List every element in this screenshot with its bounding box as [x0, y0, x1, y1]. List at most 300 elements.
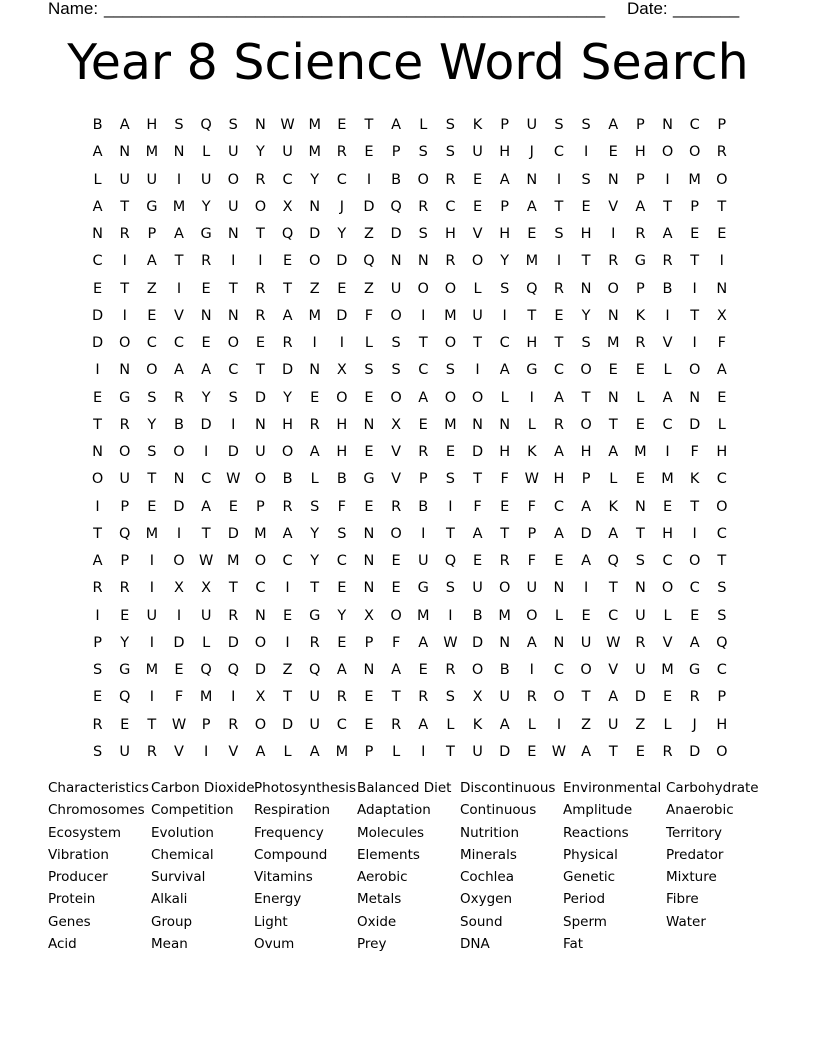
grid-letter[interactable]: P — [500, 198, 510, 215]
grid-letter[interactable]: H — [336, 444, 348, 460]
grid-letter[interactable]: I — [203, 743, 209, 760]
grid-letter[interactable]: T — [418, 335, 428, 351]
grid-letter[interactable]: I — [421, 743, 426, 760]
grid-letter[interactable]: I — [692, 525, 697, 542]
grid-letter[interactable]: R — [119, 580, 130, 597]
grid-letter[interactable]: Q — [200, 117, 212, 133]
grid-letter[interactable]: P — [364, 743, 374, 760]
grid-letter[interactable]: R — [608, 253, 619, 270]
grid-letter[interactable]: S — [228, 117, 238, 133]
grid-letter[interactable]: M — [172, 198, 186, 215]
grid-letter[interactable]: V — [174, 307, 184, 324]
grid-letter[interactable]: O — [254, 471, 267, 488]
grid-letter[interactable]: B — [92, 117, 103, 133]
grid-letter[interactable]: I — [285, 634, 290, 651]
grid-letter[interactable]: R — [255, 171, 266, 188]
grid-letter[interactable]: E — [255, 335, 265, 351]
grid-letter[interactable]: R — [418, 444, 429, 460]
grid-letter[interactable]: Y — [310, 525, 320, 542]
grid-letter[interactable]: O — [716, 743, 728, 760]
grid-letter[interactable]: E — [364, 389, 374, 406]
grid-letter[interactable]: E — [527, 743, 537, 760]
grid-letter[interactable]: T — [228, 580, 238, 597]
grid-letter[interactable]: N — [173, 471, 185, 488]
grid-letter[interactable]: H — [662, 525, 673, 542]
grid-letter[interactable]: T — [445, 525, 455, 542]
grid-letter[interactable]: E — [690, 226, 700, 242]
grid-letter[interactable]: R — [418, 198, 429, 215]
grid-letter[interactable]: M — [661, 662, 674, 678]
grid-letter[interactable]: T — [201, 525, 211, 542]
grid-letter[interactable]: A — [689, 634, 700, 651]
grid-letter[interactable]: K — [689, 471, 700, 488]
grid-letter[interactable]: R — [635, 634, 646, 651]
grid-letter[interactable]: C — [228, 362, 239, 379]
grid-letter[interactable]: K — [635, 307, 646, 324]
grid-letter[interactable]: E — [554, 553, 564, 569]
grid-letter[interactable]: D — [390, 226, 402, 242]
grid-letter[interactable]: E — [527, 226, 537, 242]
grid-letter[interactable]: Q — [444, 553, 457, 569]
grid-letter[interactable]: I — [448, 607, 453, 624]
grid-letter[interactable]: X — [282, 198, 293, 215]
grid-letter[interactable]: D — [580, 525, 592, 542]
grid-letter[interactable]: A — [608, 525, 619, 542]
grid-letter[interactable]: M — [308, 117, 321, 133]
grid-letter[interactable]: F — [174, 689, 184, 706]
grid-letter[interactable]: S — [445, 471, 455, 488]
grid-letter[interactable]: O — [580, 362, 592, 379]
grid-letter[interactable]: M — [498, 607, 511, 624]
grid-letter[interactable]: E — [472, 171, 483, 188]
grid-letter[interactable]: E — [174, 662, 184, 678]
grid-letter[interactable]: S — [581, 117, 591, 133]
grid-letter[interactable]: V — [472, 226, 483, 242]
grid-letter[interactable]: O — [417, 280, 429, 297]
grid-letter[interactable]: D — [281, 362, 294, 379]
grid-letter[interactable]: D — [91, 335, 104, 351]
grid-letter[interactable]: I — [149, 634, 154, 651]
grid-letter[interactable]: O — [308, 253, 321, 270]
grid-letter[interactable]: U — [282, 144, 293, 161]
name-blank-line[interactable]: _____________________________________________________ — [104, 0, 606, 18]
grid-letter[interactable]: C — [662, 553, 673, 569]
grid-letter[interactable]: S — [92, 662, 103, 678]
grid-letter[interactable]: U — [146, 171, 158, 188]
grid-letter[interactable]: M — [308, 144, 321, 161]
grid-letter[interactable]: S — [445, 580, 455, 597]
grid-letter[interactable]: N — [390, 253, 402, 270]
grid-letter[interactable]: T — [93, 416, 102, 433]
grid-letter[interactable]: E — [201, 335, 211, 351]
grid-letter[interactable]: E — [717, 226, 727, 242]
grid-letter[interactable]: A — [581, 498, 592, 515]
grid-letter[interactable]: T — [283, 689, 292, 706]
grid-letter[interactable]: L — [473, 280, 482, 297]
grid-letter[interactable]: Y — [500, 253, 510, 270]
grid-letter[interactable]: N — [607, 389, 619, 406]
grid-letter[interactable]: A — [581, 553, 592, 569]
grid-letter[interactable]: Q — [363, 253, 375, 270]
grid-letter[interactable]: P — [690, 198, 700, 215]
grid-letter[interactable]: A — [635, 198, 646, 215]
grid-letter[interactable]: D — [254, 662, 266, 678]
grid-letter[interactable]: E — [472, 198, 483, 215]
grid-letter[interactable]: T — [445, 743, 455, 760]
grid-letter[interactable]: Z — [309, 280, 320, 297]
grid-letter[interactable]: A — [309, 743, 320, 760]
grid-letter[interactable]: O — [390, 525, 402, 542]
grid-letter[interactable]: I — [122, 307, 127, 324]
grid-letter[interactable]: E — [92, 389, 103, 406]
grid-letter[interactable]: Z — [364, 280, 374, 297]
grid-letter[interactable]: N — [499, 416, 511, 433]
grid-letter[interactable]: I — [149, 689, 154, 706]
grid-letter[interactable]: E — [608, 362, 618, 379]
grid-letter[interactable]: B — [391, 171, 402, 188]
grid-letter[interactable]: R — [526, 689, 537, 706]
grid-letter[interactable]: T — [120, 280, 130, 297]
grid-letter[interactable]: Q — [390, 198, 402, 215]
grid-letter[interactable]: I — [583, 580, 589, 597]
grid-letter[interactable]: N — [634, 498, 646, 515]
grid-letter[interactable]: A — [608, 117, 619, 133]
grid-letter[interactable]: P — [256, 498, 265, 515]
grid-letter[interactable]: I — [122, 253, 127, 270]
grid-letter[interactable]: H — [716, 716, 728, 733]
grid-letter[interactable]: S — [554, 226, 564, 242]
grid-letter[interactable]: T — [554, 198, 564, 215]
grid-letter[interactable]: D — [309, 226, 321, 242]
grid-letter[interactable]: M — [634, 444, 647, 460]
grid-letter[interactable]: N — [363, 580, 375, 597]
grid-letter[interactable]: H — [580, 444, 592, 460]
grid-letter[interactable]: C — [146, 335, 157, 351]
grid-letter[interactable]: N — [200, 307, 212, 324]
grid-letter[interactable]: I — [529, 389, 534, 406]
grid-letter[interactable]: F — [391, 634, 401, 651]
grid-letter[interactable]: N — [119, 362, 131, 379]
grid-letter[interactable]: S — [364, 362, 374, 379]
grid-letter[interactable]: Y — [581, 307, 591, 324]
grid-letter[interactable]: S — [717, 580, 727, 597]
grid-letter[interactable]: L — [500, 389, 509, 406]
grid-letter[interactable]: R — [309, 416, 320, 433]
grid-letter[interactable]: S — [418, 226, 428, 242]
grid-letter[interactable]: O — [119, 444, 131, 460]
grid-letter[interactable]: R — [119, 416, 130, 433]
grid-letter[interactable]: E — [717, 389, 727, 406]
grid-letter[interactable]: V — [391, 471, 402, 488]
grid-letter[interactable]: O — [390, 307, 402, 324]
grid-letter[interactable]: S — [147, 444, 157, 460]
grid-letter[interactable]: P — [120, 553, 130, 569]
grid-letter[interactable]: T — [608, 416, 618, 433]
grid-letter[interactable]: O — [553, 689, 565, 706]
grid-letter[interactable]: P — [581, 471, 591, 488]
grid-letter[interactable]: T — [581, 389, 591, 406]
grid-letter[interactable]: C — [255, 580, 266, 597]
grid-letter[interactable]: U — [255, 444, 266, 460]
grid-letter[interactable]: U — [200, 171, 212, 188]
grid-letter[interactable]: E — [418, 662, 428, 678]
grid-letter[interactable]: G — [309, 607, 321, 624]
grid-letter[interactable]: O — [254, 716, 267, 733]
grid-letter[interactable]: S — [717, 607, 727, 624]
grid-letter[interactable]: A — [472, 525, 483, 542]
letter-grid[interactable] — [84, 112, 736, 766]
grid-letter[interactable]: A — [418, 634, 429, 651]
grid-letter[interactable]: N — [417, 253, 429, 270]
grid-letter[interactable]: E — [500, 498, 510, 515]
grid-letter[interactable]: X — [472, 689, 483, 706]
grid-letter[interactable]: I — [448, 498, 453, 515]
grid-letter[interactable]: I — [421, 307, 426, 324]
grid-letter[interactable]: R — [445, 662, 456, 678]
grid-letter[interactable]: S — [147, 389, 157, 406]
date-blank-line[interactable]: _______ — [673, 0, 740, 18]
grid-letter[interactable]: O — [336, 389, 348, 406]
grid-letter[interactable]: T — [310, 580, 320, 597]
grid-letter[interactable]: Z — [146, 280, 157, 297]
grid-letter[interactable]: H — [499, 444, 511, 460]
grid-letter[interactable]: X — [174, 580, 184, 597]
grid-letter[interactable]: A — [554, 444, 564, 460]
grid-letter[interactable]: E — [635, 743, 645, 760]
grid-letter[interactable]: N — [689, 389, 701, 406]
grid-letter[interactable]: Q — [716, 634, 728, 651]
grid-letter[interactable]: N — [363, 553, 375, 569]
grid-letter[interactable]: E — [472, 553, 483, 569]
grid-letter[interactable]: T — [93, 525, 102, 542]
grid-letter[interactable]: U — [472, 144, 483, 161]
grid-letter[interactable]: S — [310, 498, 320, 515]
grid-letter[interactable]: O — [688, 362, 701, 379]
grid-letter[interactable]: S — [581, 171, 591, 188]
grid-letter[interactable]: N — [553, 580, 565, 597]
grid-letter[interactable]: I — [231, 689, 236, 706]
grid-letter[interactable]: P — [636, 171, 645, 188]
grid-letter[interactable]: N — [607, 307, 619, 324]
grid-letter[interactable]: E — [364, 444, 374, 460]
grid-letter[interactable]: O — [444, 389, 457, 406]
grid-letter[interactable]: I — [176, 171, 182, 188]
grid-letter[interactable]: D — [227, 634, 239, 651]
grid-letter[interactable]: B — [472, 607, 483, 624]
grid-letter[interactable]: U — [309, 716, 320, 733]
grid-letter[interactable]: S — [174, 117, 184, 133]
grid-letter[interactable]: T — [147, 471, 157, 488]
grid-letter[interactable]: L — [527, 716, 536, 733]
grid-letter[interactable]: W — [171, 716, 187, 733]
grid-letter[interactable]: G — [119, 662, 131, 678]
grid-letter[interactable]: U — [119, 171, 131, 188]
grid-letter[interactable]: D — [689, 743, 701, 760]
grid-letter[interactable]: O — [471, 389, 484, 406]
grid-letter[interactable]: N — [363, 525, 375, 542]
grid-letter[interactable]: O — [661, 580, 674, 597]
grid-letter[interactable]: Q — [308, 662, 321, 678]
grid-letter[interactable]: T — [527, 307, 537, 324]
grid-letter[interactable]: D — [227, 525, 239, 542]
grid-letter[interactable]: H — [282, 416, 293, 433]
grid-letter[interactable]: I — [203, 444, 209, 460]
grid-letter[interactable]: I — [285, 580, 290, 597]
grid-letter[interactable]: D — [91, 307, 104, 324]
grid-letter[interactable]: N — [254, 117, 266, 133]
grid-letter[interactable]: O — [580, 662, 592, 678]
grid-letter[interactable]: C — [336, 171, 347, 188]
grid-letter[interactable]: O — [444, 280, 457, 297]
grid-letter[interactable]: H — [499, 226, 511, 242]
grid-letter[interactable]: J — [339, 198, 344, 215]
grid-letter[interactable]: E — [662, 498, 673, 515]
grid-letter[interactable]: N — [580, 280, 592, 297]
grid-letter[interactable]: E — [282, 607, 293, 624]
grid-letter[interactable]: P — [636, 280, 645, 297]
grid-letter[interactable]: Y — [283, 389, 292, 406]
grid-letter[interactable]: L — [364, 335, 374, 351]
grid-letter[interactable]: V — [174, 743, 184, 760]
grid-letter[interactable]: Y — [120, 634, 130, 651]
grid-letter[interactable]: S — [391, 335, 401, 351]
grid-letter[interactable]: U — [472, 307, 483, 324]
grid-letter[interactable]: A — [526, 634, 537, 651]
grid-letter[interactable]: E — [120, 607, 130, 624]
grid-letter[interactable]: R — [92, 716, 103, 733]
grid-letter[interactable]: N — [309, 362, 321, 379]
grid-letter[interactable]: C — [336, 553, 347, 569]
grid-letter[interactable]: N — [634, 580, 646, 597]
grid-letter[interactable]: M — [444, 416, 457, 433]
grid-letter[interactable]: F — [337, 498, 346, 515]
grid-letter[interactable]: Q — [281, 226, 294, 242]
grid-letter[interactable]: W — [551, 743, 567, 760]
grid-letter[interactable]: U — [526, 580, 538, 597]
grid-letter[interactable]: E — [364, 498, 374, 515]
grid-letter[interactable]: D — [363, 198, 375, 215]
grid-letter[interactable]: B — [418, 498, 429, 515]
grid-letter[interactable]: I — [366, 171, 372, 188]
grid-letter[interactable]: R — [92, 580, 103, 597]
grid-letter[interactable]: O — [607, 280, 619, 297]
grid-letter[interactable]: D — [173, 498, 185, 515]
grid-letter[interactable]: X — [255, 689, 266, 706]
grid-letter[interactable]: G — [200, 226, 212, 242]
grid-letter[interactable]: F — [717, 335, 726, 351]
grid-letter[interactable]: N — [716, 280, 728, 297]
grid-letter[interactable]: Q — [227, 662, 239, 678]
grid-letter[interactable]: I — [556, 253, 562, 270]
grid-letter[interactable]: T — [473, 335, 482, 351]
grid-letter[interactable]: C — [662, 416, 673, 433]
grid-letter[interactable]: K — [472, 117, 483, 133]
grid-letter[interactable]: C — [201, 471, 212, 488]
grid-letter[interactable]: G — [146, 198, 158, 215]
grid-letter[interactable]: D — [200, 416, 212, 433]
grid-letter[interactable]: A — [662, 389, 673, 406]
grid-letter[interactable]: I — [231, 416, 236, 433]
grid-letter[interactable]: E — [337, 280, 347, 297]
grid-letter[interactable]: L — [392, 743, 401, 760]
grid-letter[interactable]: R — [553, 280, 564, 297]
grid-letter[interactable]: A — [119, 117, 130, 133]
grid-letter[interactable]: L — [609, 471, 618, 488]
grid-letter[interactable]: P — [636, 117, 645, 133]
grid-letter[interactable]: R — [662, 253, 673, 270]
grid-letter[interactable]: I — [176, 525, 182, 542]
grid-letter[interactable]: M — [688, 171, 701, 188]
grid-letter[interactable]: P — [364, 634, 374, 651]
grid-letter[interactable]: R — [391, 716, 402, 733]
grid-letter[interactable]: S — [554, 117, 564, 133]
grid-letter[interactable]: T — [554, 335, 564, 351]
grid-letter[interactable]: Z — [635, 716, 646, 733]
grid-letter[interactable]: A — [92, 198, 103, 215]
grid-letter[interactable]: T — [581, 253, 591, 270]
grid-letter[interactable]: I — [149, 553, 154, 569]
grid-letter[interactable]: U — [146, 607, 158, 624]
grid-letter[interactable]: R — [716, 144, 727, 161]
grid-letter[interactable]: Z — [364, 226, 374, 242]
grid-letter[interactable]: T — [608, 743, 618, 760]
grid-letter[interactable]: I — [231, 253, 236, 270]
grid-letter[interactable]: E — [635, 471, 645, 488]
grid-letter[interactable]: E — [364, 144, 374, 161]
grid-letter[interactable]: U — [499, 689, 510, 706]
grid-letter[interactable]: C — [553, 498, 565, 515]
grid-letter[interactable]: Y — [201, 389, 211, 406]
grid-letter[interactable]: N — [363, 662, 375, 678]
grid-letter[interactable]: M — [335, 743, 349, 760]
grid-letter[interactable]: U — [526, 117, 538, 133]
grid-letter[interactable]: O — [471, 253, 484, 270]
grid-letter[interactable]: B — [282, 471, 293, 488]
grid-letter[interactable]: P — [93, 634, 102, 651]
grid-letter[interactable]: O — [91, 471, 104, 488]
grid-letter[interactable]: A — [418, 716, 429, 733]
grid-letter[interactable]: T — [690, 307, 700, 324]
grid-letter[interactable]: A — [146, 253, 157, 270]
grid-letter[interactable]: N — [472, 416, 483, 433]
grid-letter[interactable]: M — [661, 471, 674, 488]
grid-letter[interactable]: I — [719, 253, 724, 270]
grid-letter[interactable]: N — [607, 171, 619, 188]
grid-letter[interactable]: A — [92, 144, 103, 161]
grid-letter[interactable]: S — [581, 335, 591, 351]
grid-letter[interactable]: R — [255, 280, 266, 297]
grid-letter[interactable]: A — [608, 689, 619, 706]
grid-letter[interactable]: C — [716, 525, 727, 542]
grid-letter[interactable]: W — [606, 634, 621, 651]
grid-letter[interactable]: H — [580, 226, 592, 242]
grid-letter[interactable]: M — [145, 525, 159, 542]
grid-letter[interactable]: U — [227, 198, 239, 215]
grid-letter[interactable]: E — [228, 498, 238, 515]
grid-letter[interactable]: H — [634, 144, 646, 161]
grid-letter[interactable]: T — [581, 689, 591, 706]
grid-letter[interactable]: U — [472, 743, 483, 760]
grid-letter[interactable]: Y — [201, 198, 211, 215]
grid-letter[interactable]: B — [499, 662, 510, 678]
grid-letter[interactable]: I — [502, 307, 507, 324]
grid-letter[interactable]: C — [173, 335, 185, 351]
grid-letter[interactable]: A — [526, 198, 537, 215]
grid-letter[interactable]: N — [363, 416, 375, 433]
grid-letter[interactable]: L — [93, 171, 102, 188]
grid-letter[interactable]: T — [608, 580, 618, 597]
grid-letter[interactable]: C — [418, 362, 429, 379]
